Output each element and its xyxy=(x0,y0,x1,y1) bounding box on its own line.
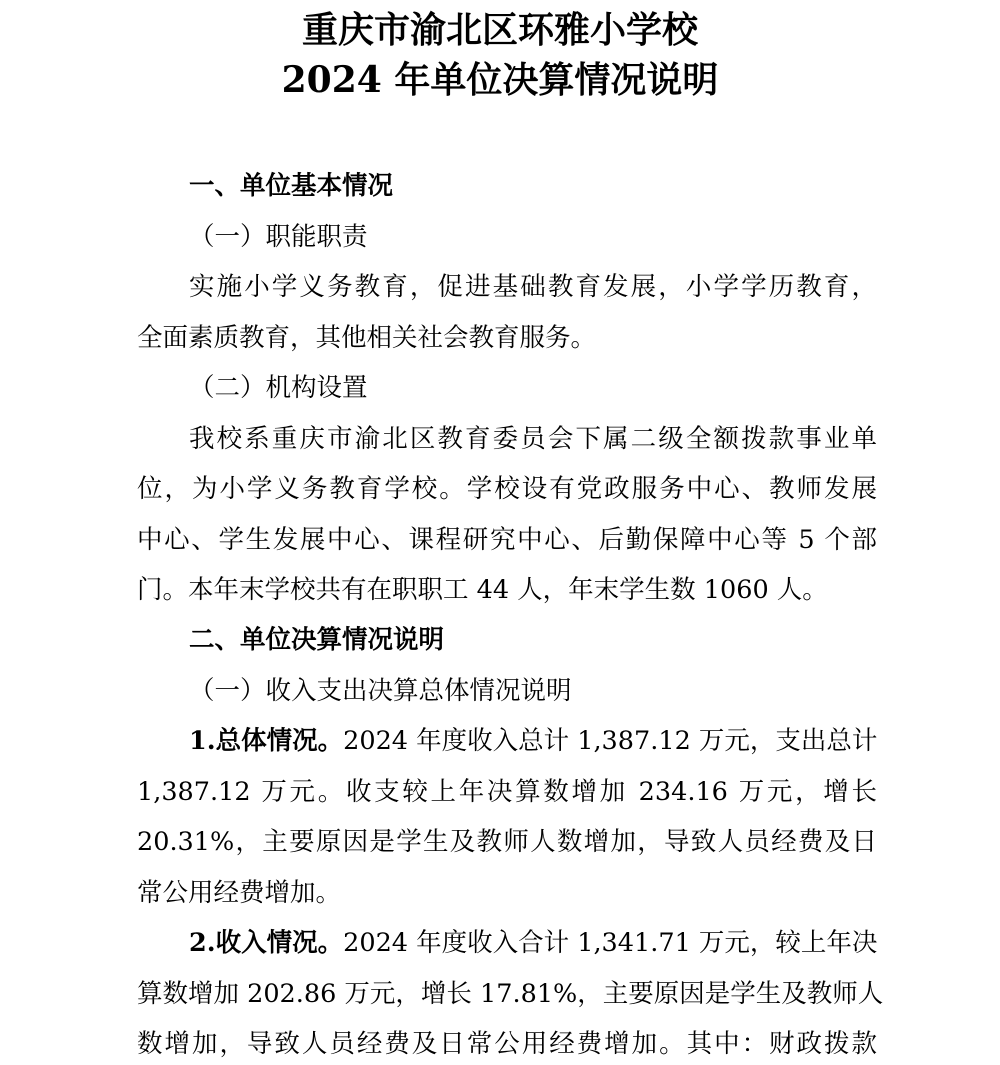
paragraph-line: 常公用经费增加。 xyxy=(137,878,342,908)
paragraph-text: 2024 年度收入合计 1,341.71 万元，较上年决 xyxy=(343,928,878,958)
document-title-line-2: 2024 年单位决算情况说明 xyxy=(281,59,719,101)
paragraph-line: 实施小学义务教育，促进基础教育发展，小学学历教育， xyxy=(189,272,877,302)
paragraph-line: 全面素质教育，其他相关社会教育服务。 xyxy=(137,323,597,353)
section-2-heading: 二、单位决算情况说明 xyxy=(189,625,445,655)
paragraph-line: 中心、学生发展中心、课程研究中心、后勤保障中心等 5 个部 xyxy=(137,525,877,555)
paragraph-line: 门。本年末学校共有在职职工 44 人，年末学生数 1060 人。 xyxy=(137,575,828,605)
paragraph-lead-income: 2.收入情况。 xyxy=(189,928,344,958)
paragraph-line: 我校系重庆市渝北区教育委员会下属二级全额拨款事业单 xyxy=(189,424,877,454)
paragraph-text: 2024 年度收入总计 1,387.12 万元，支出总计 xyxy=(343,726,878,756)
paragraph-line: 20.31%，主要原因是学生及教师人数增加，导致人员经费及日 xyxy=(137,827,877,857)
paragraph-first-line xyxy=(189,927,877,959)
subsection-1-2-heading: （二）机构设置 xyxy=(189,373,368,403)
document-title-line-1: 重庆市渝北区环雅小学校 xyxy=(301,9,698,51)
paragraph-line: 算数增加 202.86 万元，增长 17.81%，主要原因是学生及教师人 xyxy=(137,979,884,1009)
paragraph-lead-overall: 1.总体情况。 xyxy=(189,726,344,756)
paragraph-line: 数增加，导致人员经费及日常公用经费增加。其中：财政拨款 xyxy=(137,1029,877,1059)
paragraph-line: 1,387.12 万元。收支较上年决算数增加 234.16 万元，增长 xyxy=(137,777,877,807)
paragraph-line: 位，为小学义务教育学校。学校设有党政服务中心、教师发展 xyxy=(137,474,877,504)
subsection-2-1-heading: （一）收入支出决算总体情况说明 xyxy=(189,676,572,706)
subsection-1-1-heading: （一）职能职责 xyxy=(189,222,368,252)
section-1-heading: 一、单位基本情况 xyxy=(189,171,394,201)
paragraph-first-line xyxy=(189,725,877,757)
